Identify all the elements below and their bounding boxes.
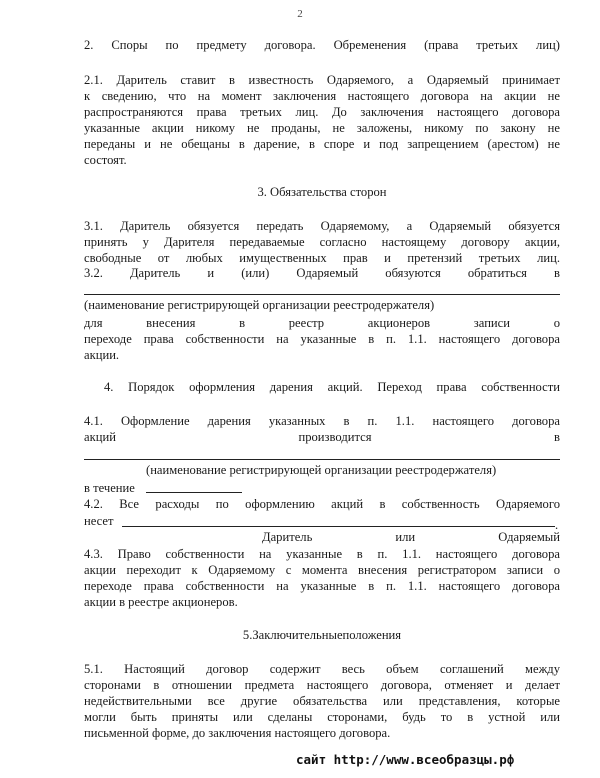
para-3-1-line: 3.1. Даритель обязуется передать Одаряемому, а Одаряемый обязуется <box>84 219 560 233</box>
parties-caption: Даритель или Одаряемый <box>262 530 560 544</box>
section-2-heading: 2. Споры по предмету договора. Обременения (права третьих лиц) <box>84 38 560 52</box>
para-5-1-line: недействительными все другие обязательства или представления, которые <box>84 694 560 708</box>
watermark: сайт http://www.всеобразцы.рф <box>296 752 515 767</box>
para-2-1-line: указанные акции никому не проданы, не заложены, никому по закону не <box>84 121 560 135</box>
para-5-1-line: письменной форме, до заключения настоящего договора. <box>84 726 391 740</box>
para-3-2-line: для внесения в реестр акционеров записи о <box>84 316 560 330</box>
page-number: 2 <box>297 8 303 20</box>
para-2-1-line: состоят. <box>84 153 127 167</box>
section-3-heading: 3. Обязательства сторон <box>257 185 387 199</box>
para-4-2-line: 4.2. Все расходы по оформлению акций в собственность Одаряемого <box>84 497 560 511</box>
para-4-2-line: несет <box>84 514 114 528</box>
para-2-1-line: распространяются права третьих лиц. До заключения настоящего договора <box>84 105 560 119</box>
para-4-1-line: 4.1. Оформление дарения указанных в п. 1.1. настоящего договора <box>84 414 560 428</box>
term-label: в течение <box>84 481 135 495</box>
section-5-heading: 5.Заключительныеположения <box>242 628 402 642</box>
para-4-1-line: акций производится в <box>84 430 560 444</box>
para-3-2-line: акции. <box>84 348 120 362</box>
para-2-1-line: переданы и не обещаны в дарение, в споре и под запрещением (арестом) не <box>84 137 560 151</box>
blank-line <box>84 459 560 460</box>
section-4-heading: 4. Порядок оформления дарения акций. Переход права собственности <box>104 380 560 394</box>
para-4-3-line: акции переходит к Одаряемому с момента внесения регистратором записи о <box>84 563 560 577</box>
para-3-2-line: переходе права собственности на указанные в п. 1.1. настоящего договора <box>84 332 560 346</box>
blank-line <box>122 526 555 527</box>
period: . <box>555 518 559 532</box>
blank-line <box>84 294 560 295</box>
para-3-1-line: свободные от любых имущественных прав и претензий третьих лиц. <box>84 251 560 265</box>
para-4-3-line: переходе права собственности на указанные в п. 1.1. настоящего договора <box>84 579 560 593</box>
para-5-1-line: сторонами в отношении предмета настоящего договора, отменяет и делает <box>84 678 560 692</box>
para-4-3-line: 4.3. Право собственности на указанные в п. 1.1. настоящего договора <box>84 547 560 561</box>
para-5-1-line: 5.1. Настоящий договор содержит весь объем соглашений между <box>84 662 560 676</box>
para-4-3-line: акции в реестре акционеров. <box>84 595 238 609</box>
para-3-1-line: принять у Дарителя передаваемые согласно настоящему договору акции, <box>84 235 560 249</box>
para-3-2-line: 3.2. Даритель и (или) Одаряемый обязуются обратиться в <box>84 266 560 280</box>
blank-caption: (наименование регистрирующей организации реестродержателя) <box>84 298 435 312</box>
para-5-1-line: могли быть приняты или сделаны сторонами, будь то в устной или <box>84 710 560 724</box>
para-2-1-line: к сведению, что на момент заключения настоящего договора на акции не <box>84 89 560 103</box>
blank-caption: (наименование регистрирующей организации реестродержателя) <box>146 463 497 477</box>
para-2-1-line: 2.1. Даритель ставит в известность Одаряемого, а Одаряемый принимает <box>84 73 560 87</box>
blank-line <box>146 492 242 493</box>
